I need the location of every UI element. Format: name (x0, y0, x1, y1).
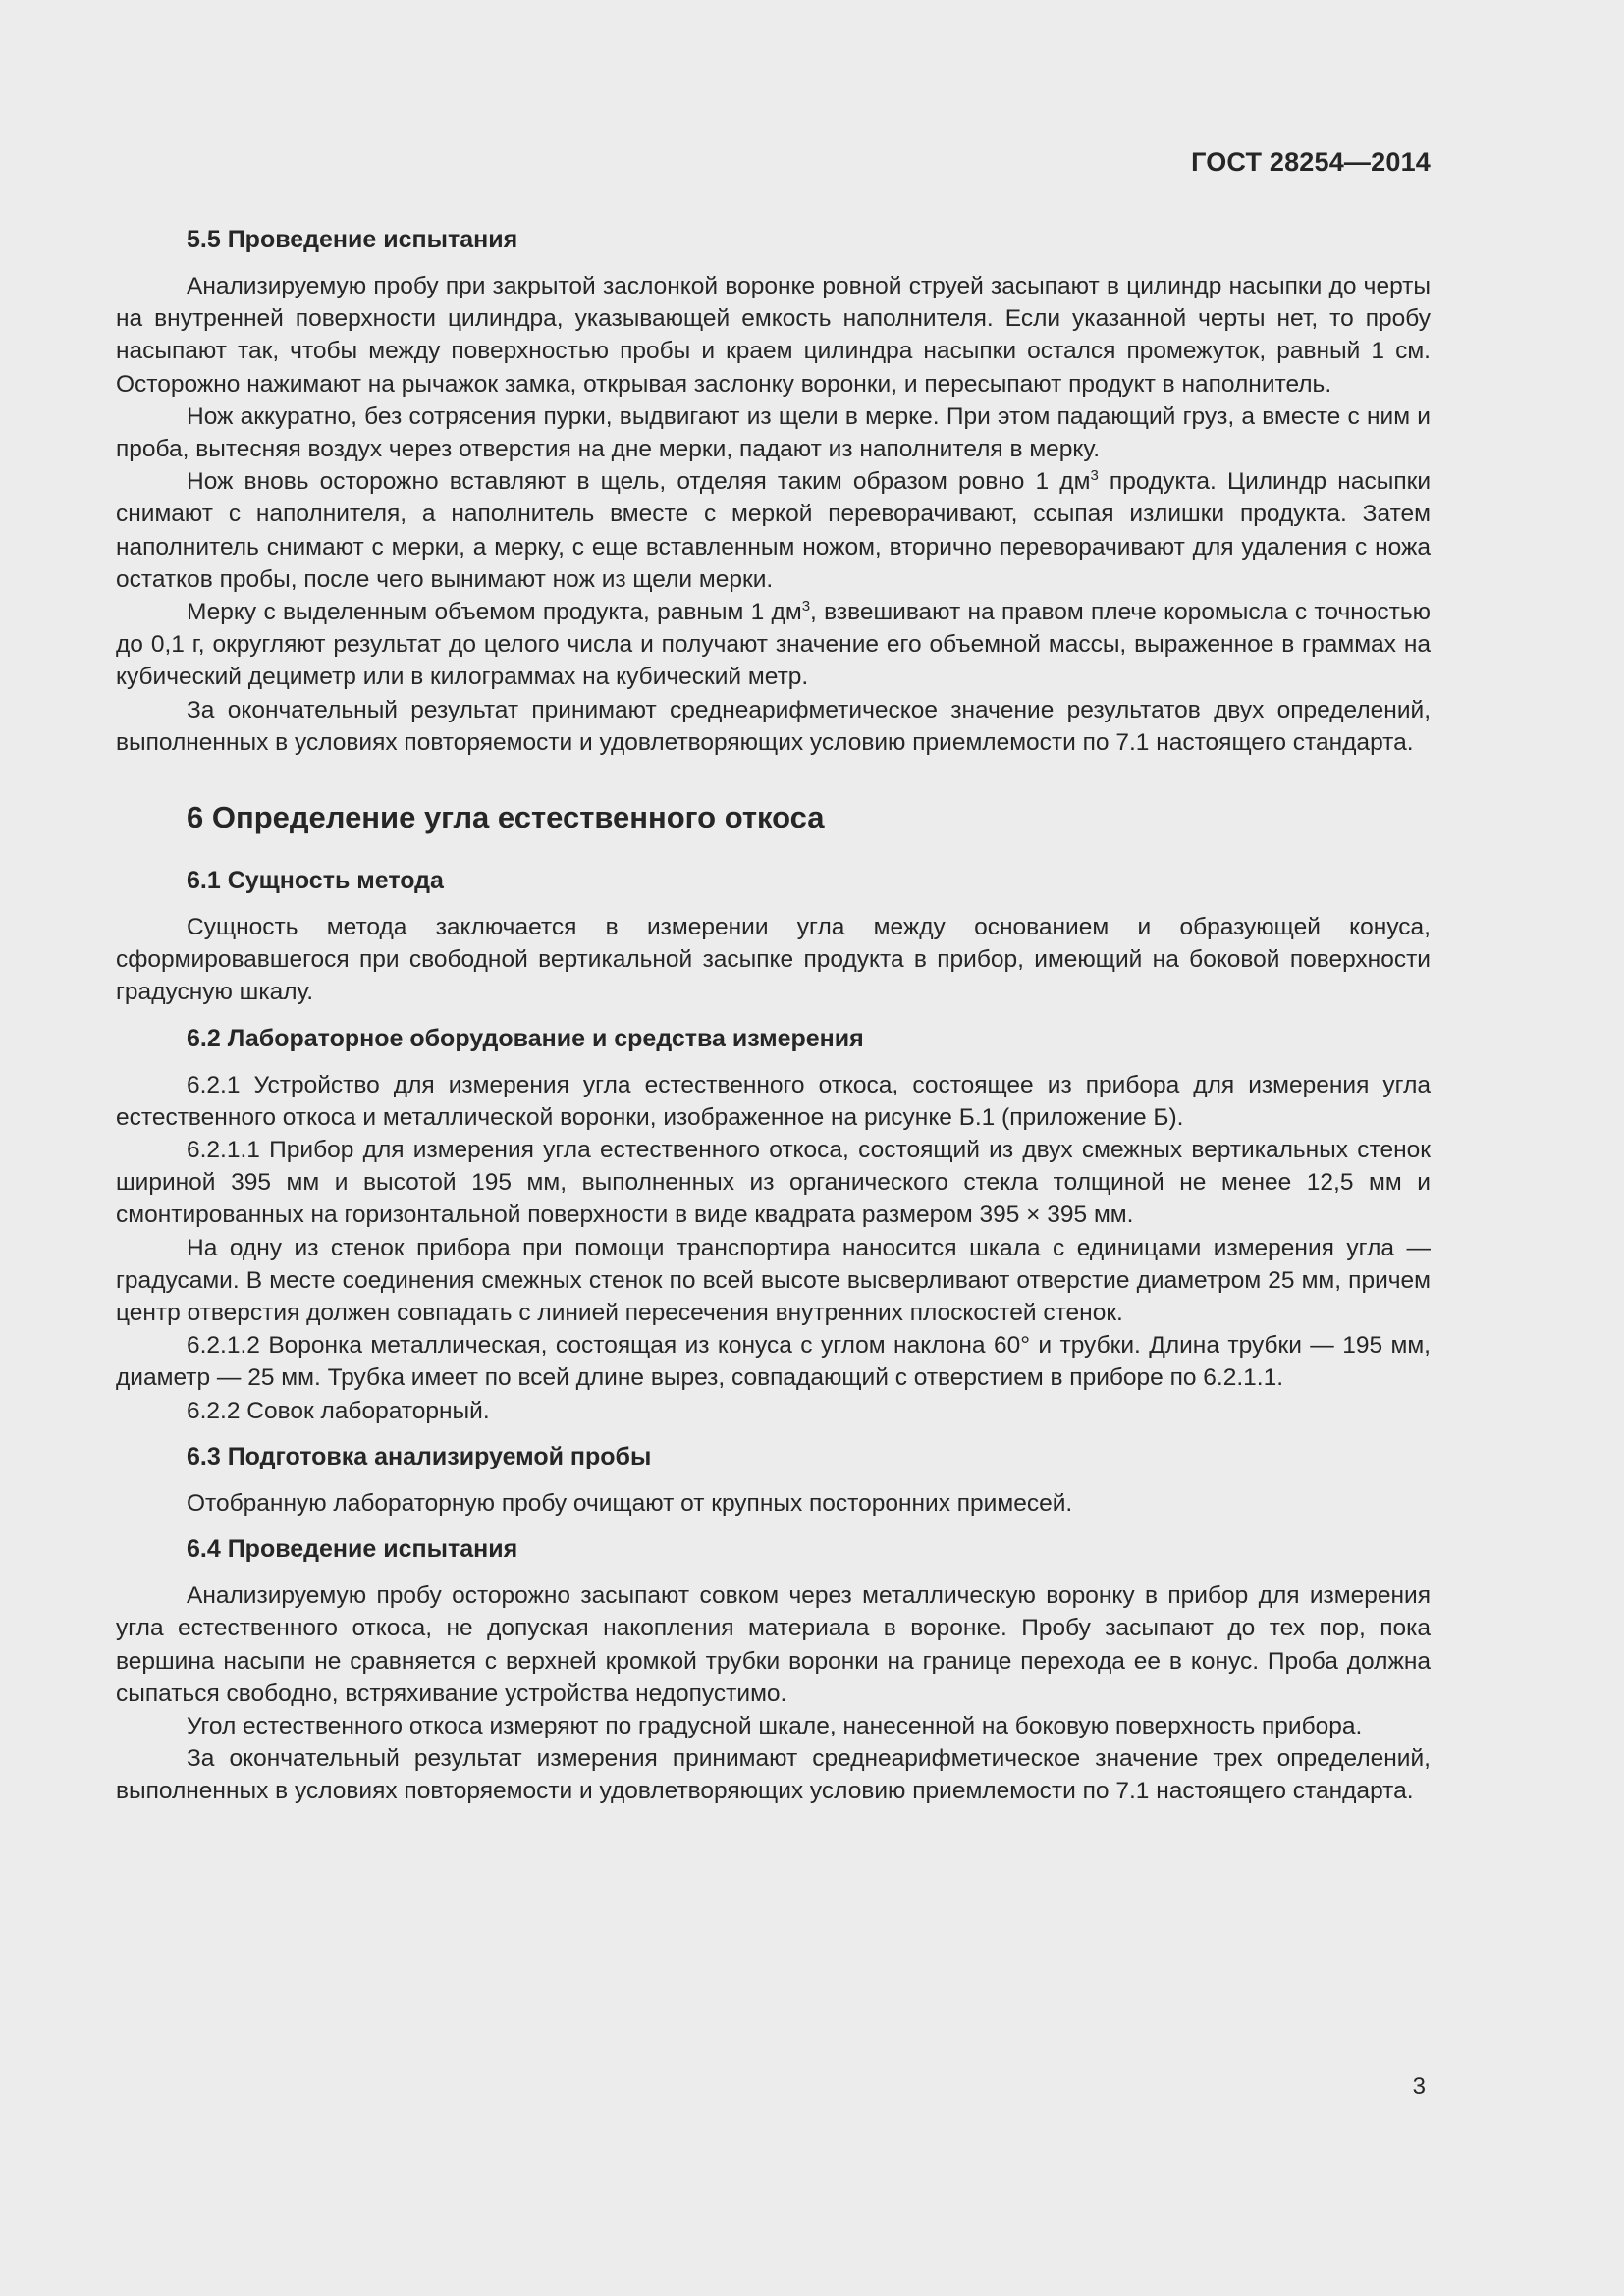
paragraph: 6.2.1 Устройство для измерения угла естественного откоса, состоящее из прибора для измерения угла естественного откоса и металлической воронки, изображенное на рисунке Б.1 (приложение Б). (116, 1071, 1431, 1131)
paragraph: Сущность метода заключается в измерении угла между основанием и образующей конуса, сформировавшегося при свободной вертикальной засыпке продукта в прибор, имеющий на боковой поверхности градусную шкалу. (116, 914, 1431, 1006)
page-number: 3 (1412, 2073, 1426, 2100)
paragraph: 6.2.1.2 Воронка металлическая, состоящая из конуса с углом наклона 60° и трубки. Длина трубки — 195 мм, диаметр — 25 мм. Трубка имеет по всей длине вырез, совпадающий с отверстием в приборе по 6.2.1.1. (116, 1332, 1431, 1392)
heading-6-4: 6.4 Проведение испытания (187, 1535, 518, 1564)
heading-6-1: 6.1 Сущность метода (187, 867, 444, 895)
superscript: 3 (801, 598, 811, 615)
paragraph: 6.2.2 Совок лабораторный. (187, 1397, 490, 1424)
document-code-header: ГОСТ 28254—2014 (1191, 147, 1431, 177)
paragraph: За окончательный результат измерения принимают среднеарифметическое значение трех определений, выполненных в условиях повторяемости и удовлетворяющих условию приемлемости по 7.1 настоящего стандарта. (116, 1745, 1431, 1805)
paragraph: Нож аккуратно, без сотрясения пурки, выдвигают из щели в мерке. При этом падающий груз, а вместе с ним и проба, вытесняя воздух через отверстия на дне мерки, падают из наполнителя в мерку. (116, 402, 1431, 463)
page-content (116, 224, 1431, 1808)
superscript: 3 (1090, 467, 1099, 485)
heading-5-5: 5.5 Проведение испытания (187, 226, 518, 253)
paragraph: Анализируемую пробу осторожно засыпают совком через металлическую воронку в прибор для измерения угла естественного откоса, не допуская накопления материала в воронке. Пробу засыпают до тех пор, пока вершина насыпи не сравняется с верхней кромкой трубки воронки на границе перехода ее в конус. Проба должна сыпаться свободно, встряхивание устройства недопустимо. (116, 1582, 1431, 1707)
heading-6-3: 6.3 Подготовка анализируемой пробы (187, 1442, 652, 1470)
paragraph: Нож вновь осторожно вставляют в щель, отделяя таким образом ровно 1 $дм^3$ продукта. Цилиндр насыпки снимают с наполнителя, а наполнитель вместе с меркой переворачивают, ссыпая излишки продукта. Затем наполнитель снимают с мерки, а мерку, с еще вставленным ножом, вторично переворачивают для удаления с ножа остатков пробы, после чего вынимают нож из щели мерки. (116, 467, 1431, 593)
paragraph: Отобранную лабораторную пробу очищают от крупных посторонних примесей. (187, 1489, 1073, 1517)
heading-6-2: 6.2 Лабораторное оборудование и средства измерения (187, 1024, 864, 1052)
paragraph: Угол естественного откоса измеряют по градусной шкале, нанесенной на боковую поверхность прибора. (187, 1712, 1363, 1739)
paragraph: На одну из стенок прибора при помощи транспортира наносится шкала с единицами измерения угла — градусами. В месте соединения смежных стенок по всей высоте высверливают отверстие диаметром 25 мм, причем центр отверстия должен совпадать с линией пересечения внутренних плоскостей стенок. (116, 1234, 1431, 1327)
paragraph: Мерку с выделенным объемом продукта, равным 1 $дм^3$, взвешивают на правом плече коромысла с точностью до 0,1 г, округляют результат до целого числа и получают значение его объемной массы, выраженное в граммах на кубический дециметр или в килограммах на кубический метр. (116, 598, 1431, 691)
heading-section-6: 6 Определение угла естественного откоса (187, 800, 825, 835)
paragraph: 6.2.1.1 Прибор для измерения угла естественного откоса, состоящий из двух смежных вертикальных стенок шириной 395 мм и высотой 195 мм, выполненных из органического стекла толщиной не менее 12,5 мм и смонтированных на горизонтальной поверхности в виде квадрата размером 395 × 395 мм. (116, 1137, 1431, 1229)
paragraph: За окончательный результат принимают среднеарифметическое значение результатов двух определений, выполненных в условиях повторяемости и удовлетворяющих условию приемлемости по 7.1 настоящего стандарта. (116, 696, 1431, 756)
paragraph: Анализируемую пробу при закрытой заслонкой воронке ровной струей засыпают в цилиндр насыпки до черты на внутренней поверхности цилиндра, указывающей емкость наполнителя. Если указанной черты нет, то пробу насыпают так, чтобы между поверхностью пробы и краем цилиндра насыпки остался промежуток, равный 1 см. Осторожно нажимают на рычажок замка, открывая заслонку воронки, и пересыпают продукт в наполнитель. (116, 273, 1431, 398)
